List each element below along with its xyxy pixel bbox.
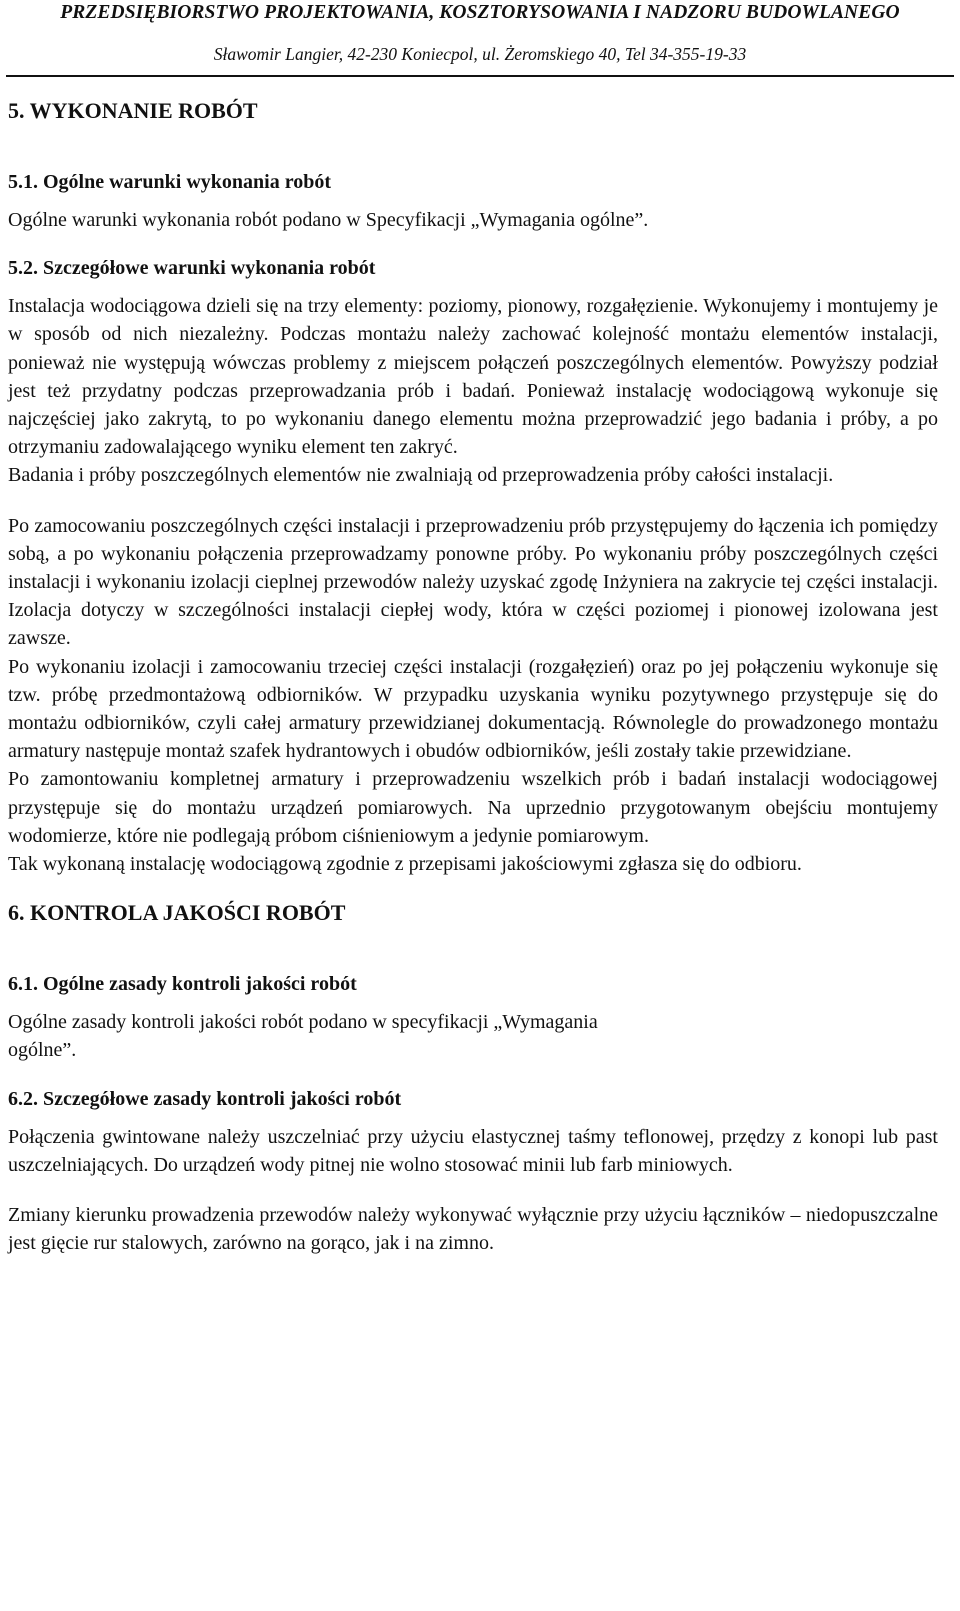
section-6-2-paragraph-1: Połączenia gwintowane należy uszczelniać przy użyciu elastycznej taśmy teflonowej, przędzy z konopi lub past uszczelniających. Do urządzeń wody pitnej nie wolno stosować minii lub farb miniowych. — [8, 1125, 938, 1176]
section-5-2-paragraph-5: Po zamontowaniu kompletnej armatury i przeprowadzeniu wszelkich prób i badań instalacji wodociągowej przystępuje się do montażu urządzeń pomiarowych. Na uprzednio przygotowanym obejściu montujemy wodomierze, które nie podlegają próbom ciśnieniowym a jedynie pomiarowym. — [8, 768, 938, 847]
section-6-heading: 6. KONTROLA JAKOŚCI ROBÓT — [8, 900, 346, 926]
section-5-heading: 5. WYKONANIE ROBÓT — [8, 98, 258, 123]
section-6-1-heading: 6.1. Ogólne zasady kontroli jakości robót — [8, 973, 357, 996]
section-5-2-paragraph-2: Badania i próby poszczególnych elementów nie zwalniają od przeprowadzenia próby całości instalacji. — [8, 464, 834, 487]
page-header — [6, 0, 954, 78]
section-6-2-paragraph-2: Zmiany kierunku prowadzenia przewodów należy wykonywać wyłącznie przy użyciu łączników – niedopuszczalne jest gięcie rur stalowych, zarówno na gorąco, jak i na zimno. — [8, 1204, 938, 1255]
section-5-1-heading: 5.1. Ogólne warunki wykonania robót — [8, 171, 332, 193]
header-company-name: PRZEDSIĘBIORSTWO PROJEKTOWANIA, KOSZTORYSOWANIA I NADZORU BUDOWLANEGO — [60, 2, 900, 23]
section-5-1-text: Ogólne warunki wykonania robót podano w Specyfikacji „Wymagania ogólne”. — [8, 209, 649, 231]
section-5-2-paragraph-4: Po wykonaniu izolacji i zamocowaniu trzeciej części instalacji (rozgałęzień) oraz po jej połączeniu wykonuje się tzw. próbę przedmontażową odbiorników. W przypadku uzyskania wyniku pozytywnego przystępuje się do montażu odbiorników, czyli całej armatury przewidzianej dokumentacją. Równolegle do prowadzonego montażu armatury następuje montaż szafek hydrantowych i obudów odbiorników, jeśli zostały takie przewidziane. — [8, 655, 938, 763]
section-5-2-paragraph-3: Po zamocowaniu poszczególnych części instalacji i przeprowadzeniu prób przystępujemy do łączenia ich pomiędzy sobą, a po wykonaniu połączenia przeprowadzamy ponowne próby. Po wykonaniu próby poszczególnych części instalacji i wykonaniu izolacji cieplnej przewodów należy uzyskać zgodę Inżyniera na zakrycie tej części instalacji. Izolacja dotyczy w szczególności instalacji ciepłej wody, która w części poziomej i pionowej izolowana jest zawsze. — [8, 514, 938, 650]
section-5-2-paragraph-6: Tak wykonaną instalację wodociągową zgodnie z przepisami jakościowymi zgłasza się do odbioru. — [8, 853, 802, 876]
section-6-2-heading: 6.2. Szczegółowe zasady kontroli jakości robót — [8, 1087, 402, 1110]
document-body — [8, 96, 938, 1257]
section-6-1-text-line-2: ogólne”. — [8, 1039, 77, 1062]
section-5-2-paragraph-1: Instalacja wodociągowa dzieli się na trzy elementy: poziomy, pionowy, rozgałęzienie. Wykonujemy i montujemy je w sposób od nich niezależny. Podczas montażu należy zachować kolejność montażu elementów instalacji, ponieważ nie występują wówczas problemy z miejscem połączeń poszczególnych elementów. Powyższy podział jest też przydatny podczas przeprowadzania prób i badań. Ponieważ instalację wodociągową wykonuje się najczęściej jako zakrytą, to po wykonaniu danego elementu można przeprowadzić jego badania i próby, a po otrzymaniu zadowalającego wyniku element ten zakryć. — [8, 295, 938, 459]
header-divider — [6, 75, 954, 77]
section-5-2-heading: 5.2. Szczegółowe warunki wykonania robót — [8, 257, 376, 280]
section-6-1-text-line-1: Ogólne zasady kontroli jakości robót podano w specyfikacji „Wymagania — [8, 1011, 598, 1034]
header-address: Sławomir Langier, 42-230 Koniecpol, ul. Żeromskiego 40, Tel 34-355-19-33 — [213, 44, 747, 64]
